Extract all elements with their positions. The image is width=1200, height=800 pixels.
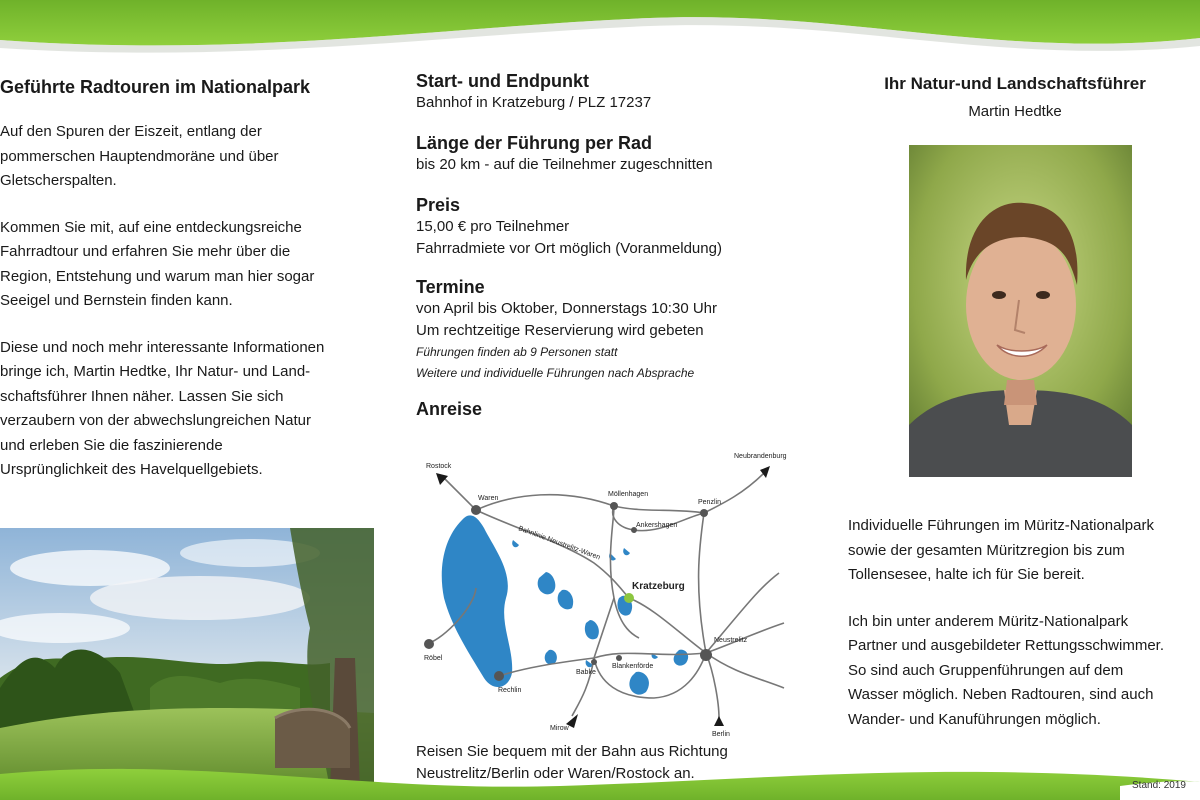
label-rechlin: Rechlin bbox=[498, 687, 522, 694]
label-moellenhagen: Möllenhagen bbox=[608, 491, 649, 498]
left-paragraph-1: Auf den Spuren der Eiszeit, entlang der pommerschen Hauptendmoräne und über Gletscherspalten. bbox=[0, 123, 279, 189]
landscape-photo bbox=[0, 528, 374, 790]
lake bbox=[538, 572, 556, 594]
dates-line: Um rechtzeitige Reservierung wird gebeten bbox=[416, 322, 704, 339]
price-line: 15,00 € pro Teilnehmer bbox=[416, 218, 570, 235]
arrow-rostock bbox=[436, 473, 448, 485]
left-paragraph-3: Diese und noch mehr interessante Informationen bringe ich, Martin Hedtke, Ihr Natur- und Land- schaftsführer Ihnen näher. Lassen Sie sich verzaubern von der abwechslungreichen Natur und erleben Sie die faszinierende Ursprünglichkeit des Havelquellgebiets. bbox=[0, 338, 325, 478]
label-rostock: Rostock bbox=[426, 463, 452, 470]
guide-title: Ihr Natur-und Landschaftsführer bbox=[884, 74, 1146, 93]
lake bbox=[674, 650, 689, 666]
price-heading: Preis bbox=[416, 195, 461, 215]
town-waren bbox=[471, 505, 481, 515]
length-text: bis 20 km - auf die Teilnehmer zugeschnitten bbox=[416, 156, 713, 173]
lake bbox=[629, 672, 649, 695]
label-berlin: Berlin bbox=[712, 731, 730, 738]
left-paragraph-2: Kommen Sie mit, auf eine entdeckungsreiche Fahrradtour und erfahren Sie mehr über die Region, Entstehung und warum man hier sogar Seeigel und Bernstein finden kann. bbox=[0, 218, 315, 309]
label-babke: Babke bbox=[576, 669, 596, 676]
guide-portrait-photo bbox=[909, 145, 1132, 477]
stand-date: Stand: 2019 bbox=[1132, 780, 1186, 791]
arrival-heading: Anreise bbox=[416, 399, 483, 419]
label-neubrandenburg: Neubrandenburg bbox=[734, 453, 787, 460]
town-moellenhagen bbox=[610, 502, 618, 510]
left-text bbox=[0, 120, 370, 483]
label-roebel: Röbel bbox=[424, 655, 443, 662]
label-waren: Waren bbox=[478, 495, 499, 502]
lake bbox=[545, 650, 557, 665]
guide-header bbox=[850, 72, 1180, 124]
info-column bbox=[416, 70, 806, 420]
guide-name: Martin Hedtke bbox=[968, 103, 1062, 120]
dates-heading: Termine bbox=[416, 277, 485, 297]
town-neustrelitz bbox=[700, 649, 712, 661]
station-kratzeburg bbox=[624, 593, 634, 603]
town-roebel bbox=[424, 639, 434, 649]
start-text: Bahnhof in Kratzeburg / PLZ 17237 bbox=[416, 94, 652, 111]
left-title: Geführte Radtouren im Nationalpark bbox=[0, 77, 311, 97]
town-babke bbox=[591, 659, 597, 665]
arrival-map bbox=[414, 448, 794, 738]
lake bbox=[512, 540, 519, 547]
lake bbox=[623, 548, 630, 555]
guide-paragraph-1: Individuelle Führungen im Müritz-Nationalpark sowie der gesamten Müritzregion bis zum Tollensesee, halte ich für Sie bereit. bbox=[848, 517, 1154, 583]
arrow-berlin bbox=[714, 716, 724, 726]
start-heading: Start- und Endpunkt bbox=[416, 71, 589, 91]
lake-mueritz bbox=[442, 515, 512, 687]
dates-line: von April bis Oktober, Donnerstags 10:30 Uhr bbox=[416, 300, 717, 317]
label-kratzeburg: Kratzeburg bbox=[632, 581, 685, 592]
top-green-wave bbox=[0, 0, 1200, 60]
lake bbox=[585, 620, 599, 639]
label-neustrelitz: Neustrelitz bbox=[714, 637, 748, 644]
town-rechlin bbox=[494, 671, 504, 681]
price-line: Fahrradmiete vor Ort möglich (Voranmeldung) bbox=[416, 240, 722, 257]
town-penzlin bbox=[700, 509, 708, 517]
town-blankenfoerde bbox=[616, 655, 622, 661]
dates-note: Weitere und individuelle Führungen nach Absprache bbox=[416, 366, 695, 380]
label-blankenfoerde: Blankenförde bbox=[612, 663, 654, 670]
lake bbox=[558, 590, 574, 610]
dates-note: Führungen finden ab 9 Personen statt bbox=[416, 345, 618, 359]
label-ankershagen: Ankershagen bbox=[636, 522, 678, 529]
label-penzlin: Penzlin bbox=[698, 499, 721, 506]
bottom-green-wave bbox=[0, 752, 1200, 800]
length-heading: Länge der Führung per Rad bbox=[416, 133, 653, 153]
guide-text bbox=[848, 514, 1200, 732]
label-mirow: Mirow bbox=[550, 725, 569, 732]
label-railway: Bahnlinie Neustrelitz-Waren bbox=[517, 525, 601, 562]
guide-paragraph-2: Ich bin unter anderem Müritz-Nationalpark Partner und ausgebildeter Rettungsschwimmer. So sind auch Gruppenführungen auf dem Wasser möglich. Neben Radtouren, sind auch Wander- und Kanuführungen möglich. bbox=[848, 612, 1164, 728]
arrival-text: Reisen Sie bequem mit der Bahn aus Richtung Neustrelitz/Berlin oder Waren/Rostock an. bbox=[416, 743, 728, 782]
